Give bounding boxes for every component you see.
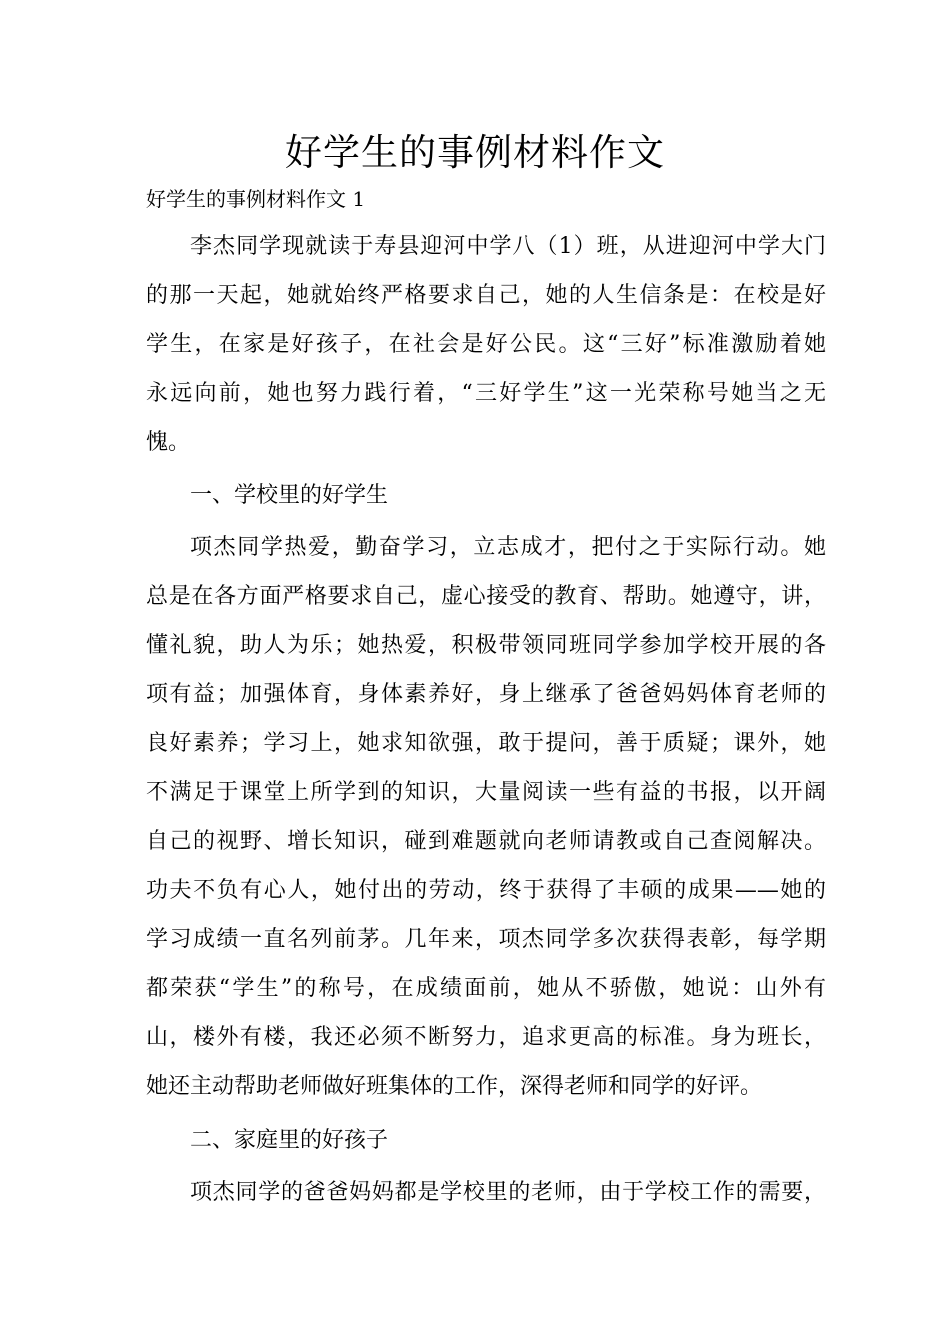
page-title: 好学生的事例材料作文 [285, 131, 665, 174]
paragraph-line: 良好素养；学习上，她求知欲强，敢于提问，善于质疑；课外，她 [146, 731, 826, 756]
paragraph-line: 懂礼貌，助人为乐；她热爱，积极带领同班同学参加学校开展的各 [146, 633, 826, 658]
paragraph-line: 的那一天起，她就始终严格要求自己，她的人生信条是：在校是好 [146, 283, 826, 308]
section-heading: 二、家庭里的好孩子 [190, 1128, 389, 1153]
section-heading: 一、学校里的好学生 [190, 483, 389, 508]
paragraph-line: 不满足于课堂上所学到的知识，大量阅读一些有益的书报，以开阔 [146, 780, 826, 805]
paragraph-line: 永远向前，她也努力践行着，“三好学生”这一光荣称号她当之无 [146, 381, 826, 406]
paragraph-line: 学习成绩一直名列前茅。几年来，项杰同学多次获得表彰，每学期 [146, 927, 826, 952]
document-subtitle: 好学生的事例材料作文 1 [146, 187, 366, 211]
paragraph-line: 她还主动帮助老师做好班集体的工作，深得老师和同学的好评。 [146, 1074, 763, 1099]
paragraph-line: 李杰同学现就读于寿县迎河中学八（1）班，从进迎河中学大门 [190, 234, 826, 259]
paragraph-line: 自己的视野、增长知识，碰到难题就向老师请教或自己查阅解决。 [146, 829, 826, 854]
paragraph-line: 学生，在家是好孩子，在社会是好公民。这“三好”标准激励着她 [146, 332, 826, 357]
paragraph-line: 项杰同学的爸爸妈妈都是学校里的老师，由于学校工作的需要， [190, 1180, 826, 1205]
paragraph-line: 项杰同学热爱，勤奋学习，立志成才，把付之于实际行动。她 [190, 535, 826, 560]
paragraph-line: 总是在各方面严格要求自己，虚心接受的教育、帮助。她遵守，讲， [146, 584, 826, 609]
paragraph-line: 功夫不负有心人，她付出的劳动，终于获得了丰硕的成果——她的 [146, 878, 826, 903]
paragraph-line: 山，楼外有楼，我还必须不断努力，追求更高的标准。身为班长， [146, 1025, 826, 1050]
paragraph-line: 项有益；加强体育，身体素养好，身上继承了爸爸妈妈体育老师的 [146, 682, 826, 707]
paragraph-line: 愧。 [146, 430, 191, 455]
paragraph-line: 都荣获“学生”的称号，在成绩面前，她从不骄傲，她说：山外有 [146, 976, 826, 1001]
